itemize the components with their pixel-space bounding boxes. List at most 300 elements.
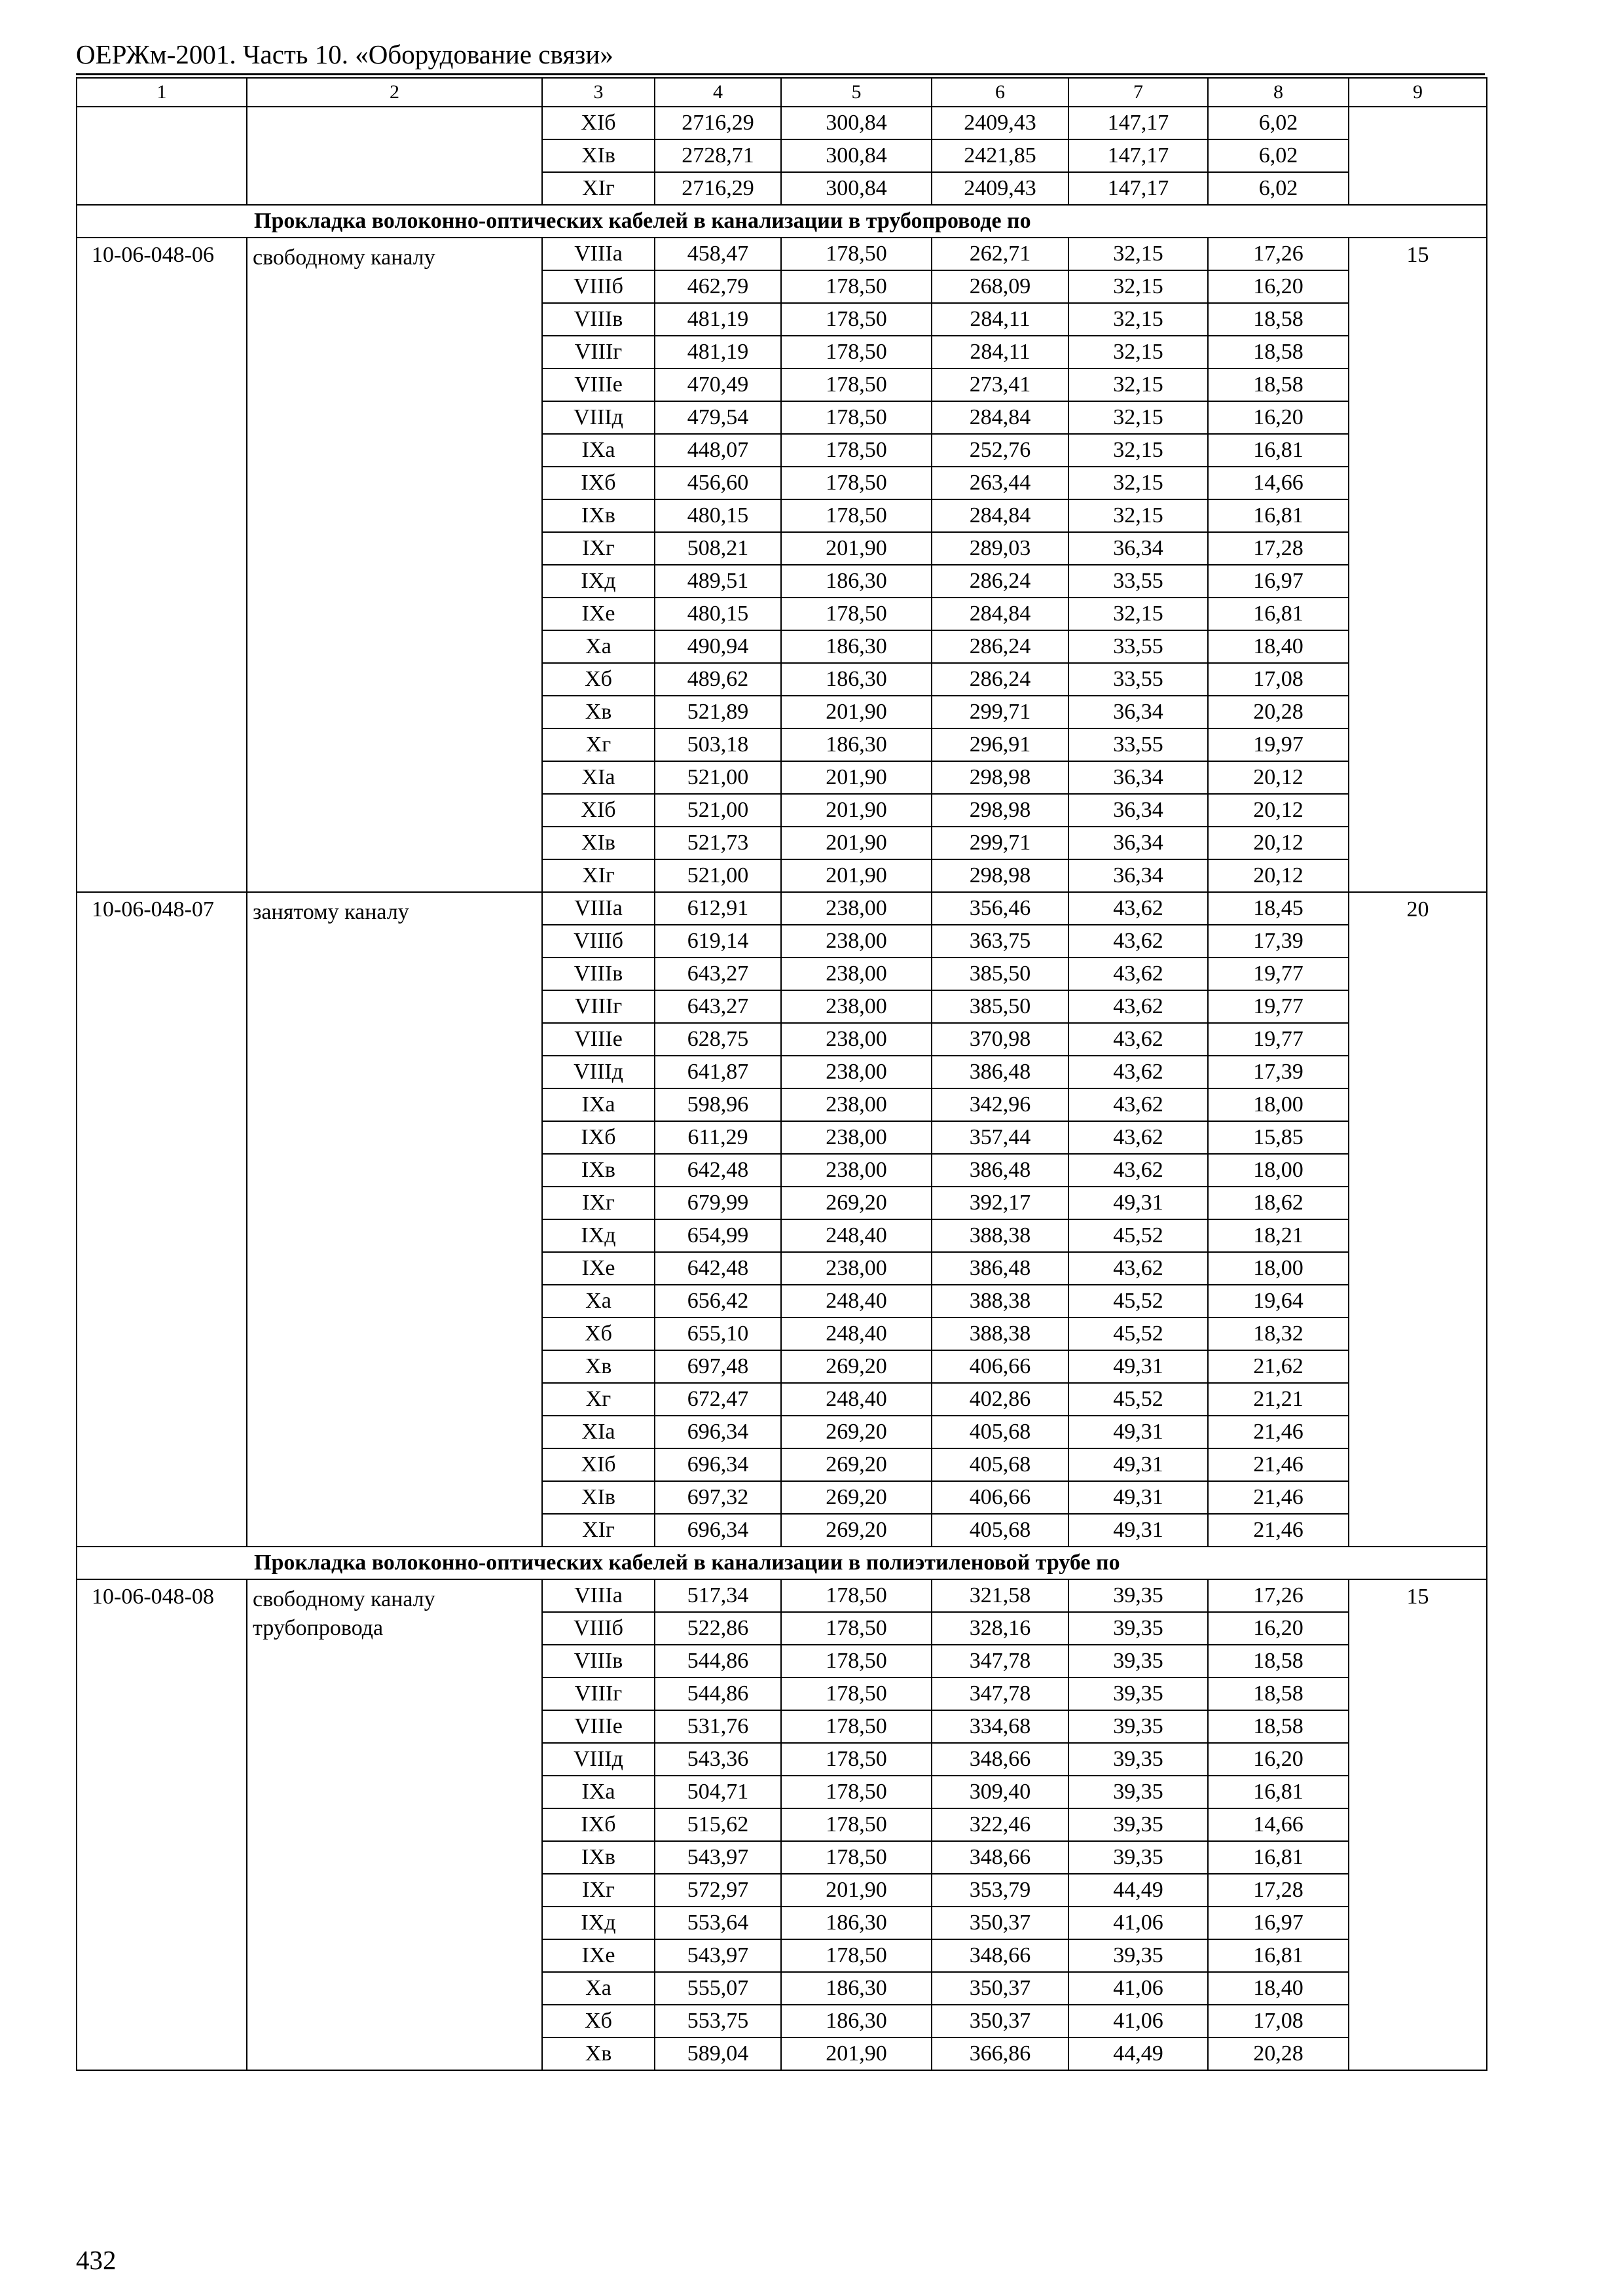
rate-description: свободному каналу: [247, 238, 542, 892]
driver-wage-cell: 36,34: [1068, 827, 1208, 859]
material-cost-cell: 16,97: [1208, 565, 1349, 598]
material-cost-cell: 17,08: [1208, 663, 1349, 696]
wage-cell: 269,20: [781, 1514, 932, 1547]
machine-cost-cell: 402,86: [932, 1383, 1068, 1416]
material-cost-cell: 18,58: [1208, 1645, 1349, 1677]
machine-cost-cell: 356,46: [932, 892, 1068, 925]
class-cell: IXб: [542, 467, 655, 499]
wage-cell: 186,30: [781, 728, 932, 761]
material-cost-cell: 18,58: [1208, 1677, 1349, 1710]
wage-cell: 300,84: [781, 107, 932, 139]
material-cost-cell: 18,00: [1208, 1154, 1349, 1187]
total-cost-cell: 480,15: [655, 598, 781, 630]
machine-cost-cell: 284,11: [932, 303, 1068, 336]
total-cost-cell: 543,97: [655, 1841, 781, 1874]
total-cost-cell: 522,86: [655, 1612, 781, 1645]
driver-wage-cell: 32,15: [1068, 238, 1208, 270]
total-cost-cell: 697,32: [655, 1481, 781, 1514]
driver-wage-cell: 147,17: [1068, 139, 1208, 172]
class-cell: Xб: [542, 663, 655, 696]
wage-cell: 178,50: [781, 1808, 932, 1841]
driver-wage-cell: 33,55: [1068, 630, 1208, 663]
wage-cell: 248,40: [781, 1285, 932, 1318]
class-cell: Xв: [542, 696, 655, 728]
machine-cost-cell: 405,68: [932, 1416, 1068, 1448]
wage-cell: 300,84: [781, 172, 932, 205]
class-cell: IXа: [542, 434, 655, 467]
total-cost-cell: 656,42: [655, 1285, 781, 1318]
class-cell: IXв: [542, 499, 655, 532]
material-cost-cell: 19,77: [1208, 958, 1349, 990]
driver-wage-cell: 39,35: [1068, 1612, 1208, 1645]
driver-wage-cell: 43,62: [1068, 925, 1208, 958]
class-cell: VIIIе: [542, 1023, 655, 1056]
driver-wage-cell: 49,31: [1068, 1187, 1208, 1219]
class-cell: XIг: [542, 1514, 655, 1547]
machine-cost-cell: 284,84: [932, 401, 1068, 434]
material-cost-cell: 21,46: [1208, 1514, 1349, 1547]
section-header-row: [77, 205, 1487, 238]
table-row: [77, 238, 1487, 270]
wage-cell: 201,90: [781, 2037, 932, 2070]
total-cost-cell: 611,29: [655, 1121, 781, 1154]
machine-cost-cell: 268,09: [932, 270, 1068, 303]
total-cost-cell: 521,89: [655, 696, 781, 728]
class-cell: IXб: [542, 1121, 655, 1154]
driver-wage-cell: 32,15: [1068, 499, 1208, 532]
total-cost-cell: 456,60: [655, 467, 781, 499]
class-cell: VIIIд: [542, 401, 655, 434]
column-number: 8: [1208, 78, 1349, 107]
driver-wage-cell: 43,62: [1068, 958, 1208, 990]
wage-cell: 269,20: [781, 1448, 932, 1481]
wage-cell: 186,30: [781, 1907, 932, 1939]
class-cell: IXе: [542, 1939, 655, 1972]
driver-wage-cell: 32,15: [1068, 598, 1208, 630]
machine-cost-cell: 363,75: [932, 925, 1068, 958]
total-cost-cell: 521,73: [655, 827, 781, 859]
wage-cell: 248,40: [781, 1219, 932, 1252]
driver-wage-cell: 39,35: [1068, 1808, 1208, 1841]
material-cost-cell: 18,00: [1208, 1252, 1349, 1285]
material-cost-cell: 16,97: [1208, 1907, 1349, 1939]
column-number-row: [77, 78, 1487, 107]
class-cell: VIIIг: [542, 1677, 655, 1710]
total-cost-cell: 521,00: [655, 859, 781, 892]
class-cell: VIIIа: [542, 238, 655, 270]
driver-wage-cell: 147,17: [1068, 107, 1208, 139]
total-cost-cell: 544,86: [655, 1677, 781, 1710]
wage-cell: 201,90: [781, 1874, 932, 1907]
section-title: Прокладка волоконно-оптических кабелей в канализации в трубопроводе по: [77, 205, 1487, 238]
driver-wage-cell: 36,34: [1068, 532, 1208, 565]
wage-cell: 178,50: [781, 499, 932, 532]
wage-cell: 201,90: [781, 827, 932, 859]
rates-table-body: [77, 78, 1487, 2070]
material-cost-cell: 6,02: [1208, 139, 1349, 172]
material-cost-cell: 20,28: [1208, 2037, 1349, 2070]
class-cell: XIб: [542, 107, 655, 139]
material-cost-cell: 15,85: [1208, 1121, 1349, 1154]
material-cost-cell: 17,26: [1208, 1579, 1349, 1612]
page-number: 432: [76, 2245, 117, 2275]
wage-cell: 201,90: [781, 859, 932, 892]
driver-wage-cell: 43,62: [1068, 1056, 1208, 1088]
class-cell: IXе: [542, 598, 655, 630]
total-cost-cell: 508,21: [655, 532, 781, 565]
column-9-value: 15: [1349, 238, 1487, 892]
material-cost-cell: 16,20: [1208, 1612, 1349, 1645]
wage-cell: 238,00: [781, 1023, 932, 1056]
material-cost-cell: 18,58: [1208, 336, 1349, 368]
machine-cost-cell: 388,38: [932, 1318, 1068, 1350]
class-cell: XIв: [542, 1481, 655, 1514]
machine-cost-cell: 348,66: [932, 1841, 1068, 1874]
class-cell: XIг: [542, 172, 655, 205]
material-cost-cell: 18,32: [1208, 1318, 1349, 1350]
wage-cell: 178,50: [781, 1841, 932, 1874]
class-cell: VIIIв: [542, 1645, 655, 1677]
material-cost-cell: 17,08: [1208, 2005, 1349, 2037]
total-cost-cell: 642,48: [655, 1154, 781, 1187]
material-cost-cell: 19,77: [1208, 990, 1349, 1023]
wage-cell: 178,50: [781, 1776, 932, 1808]
column-number: 5: [781, 78, 932, 107]
table-row: [77, 107, 1487, 139]
class-cell: Xг: [542, 1383, 655, 1416]
wage-cell: 269,20: [781, 1416, 932, 1448]
class-cell: Xб: [542, 1318, 655, 1350]
wage-cell: 178,50: [781, 1645, 932, 1677]
wage-cell: 186,30: [781, 630, 932, 663]
total-cost-cell: 504,71: [655, 1776, 781, 1808]
material-cost-cell: 19,77: [1208, 1023, 1349, 1056]
driver-wage-cell: 39,35: [1068, 1939, 1208, 1972]
material-cost-cell: 20,12: [1208, 761, 1349, 794]
class-cell: VIIIг: [542, 336, 655, 368]
class-cell: VIIIг: [542, 990, 655, 1023]
total-cost-cell: 679,99: [655, 1187, 781, 1219]
machine-cost-cell: 348,66: [932, 1743, 1068, 1776]
machine-cost-cell: 350,37: [932, 1972, 1068, 2005]
wage-cell: 178,50: [781, 368, 932, 401]
total-cost-cell: 619,14: [655, 925, 781, 958]
machine-cost-cell: 328,16: [932, 1612, 1068, 1645]
material-cost-cell: 17,39: [1208, 1056, 1349, 1088]
driver-wage-cell: 43,62: [1068, 1023, 1208, 1056]
class-cell: Xв: [542, 2037, 655, 2070]
machine-cost-cell: 406,66: [932, 1481, 1068, 1514]
total-cost-cell: 479,54: [655, 401, 781, 434]
total-cost-cell: 2716,29: [655, 107, 781, 139]
total-cost-cell: 696,34: [655, 1448, 781, 1481]
class-cell: XIа: [542, 761, 655, 794]
wage-cell: 238,00: [781, 1121, 932, 1154]
class-cell: IXг: [542, 1187, 655, 1219]
wage-cell: 178,50: [781, 434, 932, 467]
driver-wage-cell: 43,62: [1068, 1121, 1208, 1154]
machine-cost-cell: 386,48: [932, 1154, 1068, 1187]
wage-cell: 178,50: [781, 1579, 932, 1612]
total-cost-cell: 2728,71: [655, 139, 781, 172]
machine-cost-cell: 298,98: [932, 761, 1068, 794]
wage-cell: 269,20: [781, 1481, 932, 1514]
driver-wage-cell: 32,15: [1068, 270, 1208, 303]
material-cost-cell: 16,81: [1208, 598, 1349, 630]
driver-wage-cell: 43,62: [1068, 1154, 1208, 1187]
total-cost-cell: 517,34: [655, 1579, 781, 1612]
machine-cost-cell: 350,37: [932, 2005, 1068, 2037]
rate-description: свободному каналу трубопровода: [247, 1579, 542, 2070]
class-cell: IXд: [542, 1219, 655, 1252]
machine-cost-cell: 386,48: [932, 1252, 1068, 1285]
driver-wage-cell: 41,06: [1068, 1907, 1208, 1939]
class-cell: VIIIд: [542, 1056, 655, 1088]
driver-wage-cell: 44,49: [1068, 2037, 1208, 2070]
driver-wage-cell: 33,55: [1068, 565, 1208, 598]
material-cost-cell: 16,20: [1208, 1743, 1349, 1776]
total-cost-cell: 553,64: [655, 1907, 781, 1939]
total-cost-cell: 458,47: [655, 238, 781, 270]
class-cell: IXв: [542, 1154, 655, 1187]
class-cell: VIIIе: [542, 368, 655, 401]
total-cost-cell: 628,75: [655, 1023, 781, 1056]
driver-wage-cell: 39,35: [1068, 1841, 1208, 1874]
total-cost-cell: 2716,29: [655, 172, 781, 205]
rate-description: [247, 107, 542, 205]
driver-wage-cell: 32,15: [1068, 401, 1208, 434]
driver-wage-cell: 39,35: [1068, 1743, 1208, 1776]
material-cost-cell: 18,58: [1208, 303, 1349, 336]
section-header-row: [77, 1547, 1487, 1579]
class-cell: Xа: [542, 1972, 655, 2005]
driver-wage-cell: 32,15: [1068, 434, 1208, 467]
class-cell: VIIIб: [542, 270, 655, 303]
class-cell: VIIIа: [542, 1579, 655, 1612]
class-cell: VIIIв: [542, 303, 655, 336]
total-cost-cell: 480,15: [655, 499, 781, 532]
machine-cost-cell: 405,68: [932, 1514, 1068, 1547]
class-cell: IXд: [542, 565, 655, 598]
class-cell: XIа: [542, 1416, 655, 1448]
machine-cost-cell: 289,03: [932, 532, 1068, 565]
driver-wage-cell: 36,34: [1068, 794, 1208, 827]
material-cost-cell: 14,66: [1208, 1808, 1349, 1841]
machine-cost-cell: 273,41: [932, 368, 1068, 401]
total-cost-cell: 481,19: [655, 336, 781, 368]
class-cell: IXб: [542, 1808, 655, 1841]
wage-cell: 186,30: [781, 663, 932, 696]
wage-cell: 269,20: [781, 1350, 932, 1383]
driver-wage-cell: 32,15: [1068, 368, 1208, 401]
machine-cost-cell: 347,78: [932, 1677, 1068, 1710]
machine-cost-cell: 284,11: [932, 336, 1068, 368]
material-cost-cell: 6,02: [1208, 107, 1349, 139]
page-header: ОЕРЖм-2001. Часть 10. «Оборудование связи»: [76, 39, 613, 69]
class-cell: XIв: [542, 139, 655, 172]
total-cost-cell: 572,97: [655, 1874, 781, 1907]
total-cost-cell: 515,62: [655, 1808, 781, 1841]
class-cell: IXг: [542, 1874, 655, 1907]
rate-code: [77, 107, 247, 205]
machine-cost-cell: 322,46: [932, 1808, 1068, 1841]
wage-cell: 178,50: [781, 598, 932, 630]
wage-cell: 178,50: [781, 270, 932, 303]
machine-cost-cell: 357,44: [932, 1121, 1068, 1154]
total-cost-cell: 521,00: [655, 761, 781, 794]
total-cost-cell: 489,51: [655, 565, 781, 598]
wage-cell: 201,90: [781, 794, 932, 827]
material-cost-cell: 19,64: [1208, 1285, 1349, 1318]
machine-cost-cell: 388,38: [932, 1285, 1068, 1318]
machine-cost-cell: 298,98: [932, 859, 1068, 892]
total-cost-cell: 489,62: [655, 663, 781, 696]
driver-wage-cell: 36,34: [1068, 859, 1208, 892]
wage-cell: 248,40: [781, 1318, 932, 1350]
wage-cell: 201,90: [781, 761, 932, 794]
class-cell: VIIIб: [542, 1612, 655, 1645]
driver-wage-cell: 43,62: [1068, 990, 1208, 1023]
column-9-value: 15: [1349, 1579, 1487, 2070]
machine-cost-cell: 2409,43: [932, 107, 1068, 139]
machine-cost-cell: 299,71: [932, 696, 1068, 728]
driver-wage-cell: 43,62: [1068, 892, 1208, 925]
class-cell: Xа: [542, 1285, 655, 1318]
driver-wage-cell: 49,31: [1068, 1514, 1208, 1547]
class-cell: Xг: [542, 728, 655, 761]
machine-cost-cell: 299,71: [932, 827, 1068, 859]
material-cost-cell: 18,21: [1208, 1219, 1349, 1252]
driver-wage-cell: 49,31: [1068, 1416, 1208, 1448]
total-cost-cell: 696,34: [655, 1514, 781, 1547]
machine-cost-cell: 347,78: [932, 1645, 1068, 1677]
machine-cost-cell: 348,66: [932, 1939, 1068, 1972]
material-cost-cell: 16,81: [1208, 1776, 1349, 1808]
column-number: 4: [655, 78, 781, 107]
total-cost-cell: 543,97: [655, 1939, 781, 1972]
driver-wage-cell: 44,49: [1068, 1874, 1208, 1907]
table-row: [77, 892, 1487, 925]
machine-cost-cell: 296,91: [932, 728, 1068, 761]
class-cell: XIб: [542, 794, 655, 827]
driver-wage-cell: 43,62: [1068, 1252, 1208, 1285]
wage-cell: 178,50: [781, 1710, 932, 1743]
class-cell: IXд: [542, 1907, 655, 1939]
total-cost-cell: 553,75: [655, 2005, 781, 2037]
class-cell: VIIIа: [542, 892, 655, 925]
wage-cell: 178,50: [781, 1612, 932, 1645]
material-cost-cell: 16,81: [1208, 499, 1349, 532]
class-cell: IXв: [542, 1841, 655, 1874]
column-number: 7: [1068, 78, 1208, 107]
machine-cost-cell: 406,66: [932, 1350, 1068, 1383]
material-cost-cell: 16,81: [1208, 1939, 1349, 1972]
material-cost-cell: 21,46: [1208, 1481, 1349, 1514]
class-cell: XIб: [542, 1448, 655, 1481]
machine-cost-cell: 286,24: [932, 663, 1068, 696]
driver-wage-cell: 32,15: [1068, 303, 1208, 336]
driver-wage-cell: 33,55: [1068, 728, 1208, 761]
total-cost-cell: 654,99: [655, 1219, 781, 1252]
wage-cell: 238,00: [781, 892, 932, 925]
material-cost-cell: 14,66: [1208, 467, 1349, 499]
column-number: 9: [1349, 78, 1487, 107]
machine-cost-cell: 366,86: [932, 2037, 1068, 2070]
wage-cell: 178,50: [781, 401, 932, 434]
wage-cell: 269,20: [781, 1187, 932, 1219]
rate-code: 10-06-048-08: [77, 1579, 247, 2070]
material-cost-cell: 21,46: [1208, 1448, 1349, 1481]
material-cost-cell: 18,00: [1208, 1088, 1349, 1121]
section-title: Прокладка волоконно-оптических кабелей в канализации в полиэтиленовой трубе по: [77, 1547, 1487, 1579]
material-cost-cell: 17,28: [1208, 1874, 1349, 1907]
total-cost-cell: 462,79: [655, 270, 781, 303]
material-cost-cell: 20,28: [1208, 696, 1349, 728]
material-cost-cell: 20,12: [1208, 794, 1349, 827]
wage-cell: 238,00: [781, 1154, 932, 1187]
header-rule: [76, 73, 1485, 75]
class-cell: VIIIб: [542, 925, 655, 958]
column-9-value: 20: [1349, 892, 1487, 1547]
driver-wage-cell: 36,34: [1068, 696, 1208, 728]
material-cost-cell: 18,58: [1208, 368, 1349, 401]
class-cell: Xв: [542, 1350, 655, 1383]
driver-wage-cell: 49,31: [1068, 1350, 1208, 1383]
total-cost-cell: 612,91: [655, 892, 781, 925]
total-cost-cell: 531,76: [655, 1710, 781, 1743]
material-cost-cell: 18,45: [1208, 892, 1349, 925]
wage-cell: 178,50: [781, 1743, 932, 1776]
class-cell: Xб: [542, 2005, 655, 2037]
total-cost-cell: 448,07: [655, 434, 781, 467]
wage-cell: 178,50: [781, 467, 932, 499]
class-cell: VIIIд: [542, 1743, 655, 1776]
wage-cell: 178,50: [781, 1939, 932, 1972]
machine-cost-cell: 2409,43: [932, 172, 1068, 205]
wage-cell: 178,50: [781, 1677, 932, 1710]
total-cost-cell: 697,48: [655, 1350, 781, 1383]
driver-wage-cell: 41,06: [1068, 2005, 1208, 2037]
total-cost-cell: 696,34: [655, 1416, 781, 1448]
driver-wage-cell: 49,31: [1068, 1448, 1208, 1481]
wage-cell: 201,90: [781, 532, 932, 565]
material-cost-cell: 17,28: [1208, 532, 1349, 565]
material-cost-cell: 20,12: [1208, 859, 1349, 892]
total-cost-cell: 642,48: [655, 1252, 781, 1285]
wage-cell: 186,30: [781, 565, 932, 598]
total-cost-cell: 490,94: [655, 630, 781, 663]
driver-wage-cell: 39,35: [1068, 1579, 1208, 1612]
class-cell: VIIIе: [542, 1710, 655, 1743]
wage-cell: 238,00: [781, 1088, 932, 1121]
total-cost-cell: 598,96: [655, 1088, 781, 1121]
column-number: 1: [77, 78, 247, 107]
machine-cost-cell: 405,68: [932, 1448, 1068, 1481]
material-cost-cell: 20,12: [1208, 827, 1349, 859]
driver-wage-cell: 36,34: [1068, 761, 1208, 794]
machine-cost-cell: 298,98: [932, 794, 1068, 827]
column-number: 3: [542, 78, 655, 107]
driver-wage-cell: 41,06: [1068, 1972, 1208, 2005]
driver-wage-cell: 39,35: [1068, 1677, 1208, 1710]
wage-cell: 238,00: [781, 958, 932, 990]
class-cell: Xа: [542, 630, 655, 663]
material-cost-cell: 16,20: [1208, 270, 1349, 303]
machine-cost-cell: 385,50: [932, 990, 1068, 1023]
total-cost-cell: 521,00: [655, 794, 781, 827]
machine-cost-cell: 263,44: [932, 467, 1068, 499]
rate-description: занятому каналу: [247, 892, 542, 1547]
